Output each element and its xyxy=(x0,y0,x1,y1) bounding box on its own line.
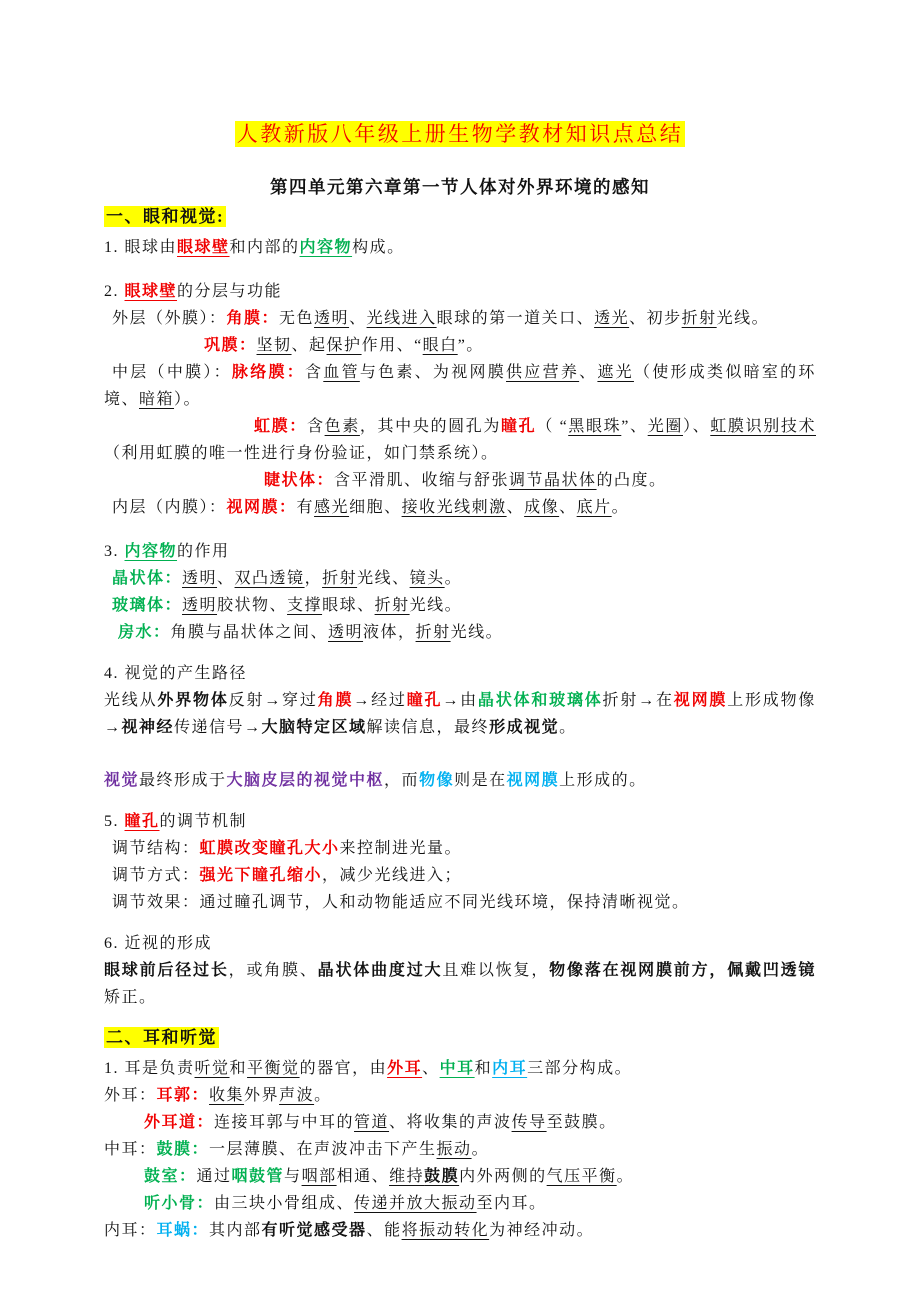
text-run: 调节晶状体 xyxy=(509,472,597,489)
text-run: 大脑特定区域 xyxy=(261,719,367,736)
red-keyword: 眼球壁 xyxy=(124,283,178,300)
text-run: 的作用 xyxy=(177,543,230,560)
text-run: 光线。 xyxy=(716,310,770,327)
line-vision-summary xyxy=(104,767,816,794)
text-run: 内层（内膜）： xyxy=(112,499,227,516)
text-run: 眼白 xyxy=(422,337,458,354)
text-run: 含平滑肌、收缩与舒张 xyxy=(334,472,510,489)
text-run: 平衡觉 xyxy=(247,1060,300,1077)
text-run: 、 xyxy=(559,499,577,516)
text-run: 透明 xyxy=(328,624,364,641)
text-run: 第四单元第六章第一节人体对外界环境的感知 xyxy=(270,177,650,197)
red-keyword: 角膜： xyxy=(226,310,280,327)
text-run: 的器官，由 xyxy=(299,1060,388,1077)
text-run: （利用虹膜的唯一性进行身份验证，如门禁系统）。 xyxy=(104,445,499,462)
doc-subtitle xyxy=(104,174,816,201)
text-run: 、起 xyxy=(291,337,327,354)
text-run: 最终形成于 xyxy=(139,772,227,789)
text-run: 暗箱 xyxy=(139,391,175,408)
red-keyword: 强光下瞳孔缩小 xyxy=(199,867,323,884)
text-run: 折射 xyxy=(681,310,717,327)
text-run: 收集 xyxy=(209,1087,245,1104)
line-auricle xyxy=(104,1082,816,1109)
text-run: 黑眼珠 xyxy=(568,418,622,435)
text-run: 物像落在视网膜前方，佩戴凹透镜 xyxy=(549,962,816,979)
text-run: 外界物体 xyxy=(157,692,229,709)
red-keyword: 视网膜： xyxy=(226,499,297,516)
line-myopia xyxy=(104,957,816,1011)
red-keyword: 外耳道： xyxy=(144,1114,215,1131)
cyan-keyword: 物像 xyxy=(419,772,455,789)
text-run: 的分层与功能 xyxy=(177,283,283,300)
red-keyword: 视网膜 xyxy=(673,692,728,709)
text-run: 。 xyxy=(444,570,463,587)
text-run: 维持 xyxy=(389,1168,425,1185)
text-run: 无色 xyxy=(279,310,315,327)
text-run: 视神经 xyxy=(121,719,175,736)
text-run: 支撑 xyxy=(287,597,323,614)
red-keyword: 外耳 xyxy=(387,1060,423,1077)
text-run: 镜头 xyxy=(409,570,445,587)
text-run: 光圈 xyxy=(647,418,683,435)
text-run: 液体， xyxy=(363,624,416,641)
text-run: 为神经冲动。 xyxy=(489,1222,595,1239)
text-run: 其内部 xyxy=(209,1222,262,1239)
text-run: 。 xyxy=(611,499,630,516)
text-run: 光线进入 xyxy=(366,310,437,327)
green-keyword: 晶状体： xyxy=(112,570,183,587)
green-keyword: 玻璃体： xyxy=(112,597,183,614)
line-sclera xyxy=(104,332,816,359)
text-run: 胶状物、 xyxy=(217,597,288,614)
line-middle-layer xyxy=(104,359,816,413)
text-run: 含 xyxy=(306,418,325,435)
section-2-heading xyxy=(104,1026,816,1050)
text-run: 形成视觉 xyxy=(489,719,560,736)
text-run: 折射 xyxy=(322,570,358,587)
text-run: 遮光 xyxy=(597,364,634,381)
text-run: 与色素、为视网膜 xyxy=(359,364,507,381)
green-keyword: 听小骨： xyxy=(144,1195,215,1212)
line-cochlea xyxy=(104,1217,816,1244)
text-run: 光线从 xyxy=(104,692,158,709)
text-run: 解读信息，最终 xyxy=(366,719,490,736)
text-run: 坚韧 xyxy=(256,337,292,354)
line-ciliary-body xyxy=(104,467,816,494)
text-run: 成像 xyxy=(524,499,560,516)
text-run: 、 xyxy=(422,1060,440,1077)
text-run: 透明 xyxy=(182,597,218,614)
text-run: 调节效果：通过瞳孔调节，人和动物能适应不同光线环境，保持清晰视觉。 xyxy=(112,894,690,911)
green-keyword: 内容物 xyxy=(124,543,178,560)
text-run: ）、 xyxy=(682,418,711,435)
text-run: 光线、 xyxy=(357,570,410,587)
text-run: 折射 xyxy=(415,624,451,641)
line-vision-pathway xyxy=(104,687,816,741)
text-run: 、 xyxy=(579,364,598,381)
item-2-1 xyxy=(104,1055,816,1082)
text-run: 传递并放大振动 xyxy=(354,1195,477,1212)
text-run: 保护 xyxy=(326,337,362,354)
text-run: 眼球的第一道关口、 xyxy=(436,310,595,327)
text-run: 底片 xyxy=(576,499,612,516)
line-ear-canal xyxy=(104,1109,816,1136)
text-run: 光线。 xyxy=(409,597,463,614)
line-aqueous-humor xyxy=(104,619,816,646)
green-keyword: 房水： xyxy=(118,624,171,641)
red-keyword: 瞳孔 xyxy=(501,418,537,435)
text-run: （使形成类似暗室的环境、 xyxy=(104,364,816,408)
text-run: 晶状体曲度过大 xyxy=(317,962,443,979)
text-run: 6. 近视的形成 xyxy=(104,935,213,952)
text-run: 透明 xyxy=(182,570,218,587)
red-keyword: 角膜 xyxy=(317,692,354,709)
text-run: 相通、 xyxy=(336,1168,390,1185)
text-run: 声波 xyxy=(279,1087,315,1104)
red-keyword: 瞳孔 xyxy=(124,813,160,830)
red-keyword: 脉络膜： xyxy=(231,364,306,381)
text-run: 和 xyxy=(474,1060,493,1077)
text-run: 、 xyxy=(506,499,525,516)
line-pupil-structure xyxy=(104,835,816,862)
text-run: 的凸度。 xyxy=(596,472,667,489)
text-run: ”、 xyxy=(621,418,648,435)
text-run: ”。 xyxy=(457,337,484,354)
text-run: 1. 眼球由 xyxy=(104,239,178,256)
text-run: 调节方式： xyxy=(112,867,200,884)
text-run: 2. xyxy=(104,283,125,300)
text-run: 、能 xyxy=(366,1222,402,1239)
red-keyword: 巩膜： xyxy=(204,337,257,354)
text-run: 通过 xyxy=(196,1168,232,1185)
text-run: 眼球前后径过长 xyxy=(104,962,229,979)
text-run: 和 xyxy=(229,1060,248,1077)
text-run: 中耳： xyxy=(104,1141,157,1158)
text-run: 振动 xyxy=(436,1141,472,1158)
line-inner-layer xyxy=(104,494,816,521)
section-1-heading xyxy=(104,205,816,229)
green-keyword: 咽鼓管 xyxy=(231,1168,285,1185)
text-run: 构成。 xyxy=(352,239,405,256)
text-run: 内耳： xyxy=(104,1222,157,1239)
text-run: 中层（中膜）： xyxy=(112,364,232,381)
text-run: 接收光线刺激 xyxy=(401,499,507,516)
text-run: 、将收集的声波 xyxy=(389,1114,512,1131)
text-run: 、 xyxy=(349,310,367,327)
text-run: 作用、“ xyxy=(361,337,423,354)
highlighted-text: 人教新版八年级上册生物学教材知识点总结 xyxy=(236,122,684,146)
text-run: 。 xyxy=(559,719,577,736)
text-run: 上形成物像→ xyxy=(104,692,816,736)
text-run: 5. xyxy=(104,813,125,830)
item-1-1 xyxy=(104,234,816,261)
green-keyword: 晶状体和玻璃体 xyxy=(477,692,603,709)
text-run: 、 xyxy=(217,570,235,587)
text-run: 有听觉感受器 xyxy=(261,1222,367,1239)
text-run: 调节结构： xyxy=(112,840,200,857)
red-keyword: 眼球壁 xyxy=(177,239,230,256)
item-1-6 xyxy=(104,930,816,957)
text-run: 。 xyxy=(616,1168,635,1185)
purple-keyword: 视觉 xyxy=(104,772,140,789)
item-1-2 xyxy=(104,278,816,305)
text-run: ，而 xyxy=(384,772,420,789)
text-run: 内外两侧的 xyxy=(459,1168,547,1185)
text-run: 透明 xyxy=(314,310,350,327)
red-keyword: 睫状体： xyxy=(264,472,335,489)
text-run: 虹膜识别技术 xyxy=(710,418,816,435)
text-run: 、初步 xyxy=(629,310,682,327)
text-run: 至鼓膜。 xyxy=(546,1114,617,1131)
text-run: 折射 xyxy=(374,597,410,614)
red-keyword: 瞳孔 xyxy=(406,692,443,709)
text-run: 咽部 xyxy=(301,1168,337,1185)
cyan-keyword: 视网膜 xyxy=(506,772,560,789)
text-run: 和内部的 xyxy=(229,239,300,256)
red-keyword: 虹膜改变瞳孔大小 xyxy=(199,840,340,857)
text-run: 传递信号→ xyxy=(174,719,262,736)
green-keyword: 鼓室： xyxy=(144,1168,197,1185)
cyan-keyword: 耳蜗： xyxy=(156,1222,210,1239)
line-eardrum xyxy=(104,1136,816,1163)
text-run: ）。 xyxy=(174,391,202,408)
text-run: 外界 xyxy=(244,1087,280,1104)
text-run: 。 xyxy=(314,1087,332,1104)
text-run: 与 xyxy=(284,1168,302,1185)
line-iris xyxy=(104,413,816,467)
text-run: 外层（外膜）： xyxy=(112,310,227,327)
text-run: 管道 xyxy=(354,1114,390,1131)
purple-keyword: 大脑皮层的视觉中枢 xyxy=(226,772,385,789)
text-run: 含 xyxy=(305,364,324,381)
text-run: 来控制进光量。 xyxy=(339,840,463,857)
text-run: 将振动转化 xyxy=(401,1222,490,1239)
text-run: 。 xyxy=(471,1141,490,1158)
text-run: 矫正。 xyxy=(104,989,157,1006)
text-run: 有 xyxy=(296,499,315,516)
green-keyword: 中耳 xyxy=(439,1060,475,1077)
text-run: 传导 xyxy=(511,1114,547,1131)
text-run: 感光 xyxy=(314,499,350,516)
text-run: 三部分构成。 xyxy=(527,1060,633,1077)
text-run: 鼓膜 xyxy=(424,1168,460,1185)
item-1-3 xyxy=(104,538,816,565)
text-run: ， xyxy=(304,570,323,587)
text-run: 听觉 xyxy=(194,1060,230,1077)
text-run: 至内耳。 xyxy=(476,1195,547,1212)
text-run: 双凸透镜 xyxy=(234,570,305,587)
text-run: 气压平衡 xyxy=(546,1168,617,1185)
text-run: 血管 xyxy=(323,364,360,381)
text-run: 3. xyxy=(104,543,125,560)
text-run: 一层薄膜、在声波冲击下产生 xyxy=(209,1141,437,1158)
text-run: ，减少光线进入； xyxy=(322,867,463,884)
line-lens xyxy=(104,565,816,592)
green-keyword: 鼓膜： xyxy=(156,1141,210,1158)
text-run: 则是在 xyxy=(454,772,507,789)
text-run: 的调节机制 xyxy=(159,813,248,830)
text-run: 供应营养 xyxy=(506,364,580,381)
line-tympanic-cavity xyxy=(104,1163,816,1190)
text-run: （ “ xyxy=(536,418,569,435)
text-run: 眼球、 xyxy=(322,597,375,614)
text-run: 折射→在 xyxy=(602,692,674,709)
text-run: →经过 xyxy=(353,692,407,709)
highlighted-text: 二、耳和听觉 xyxy=(106,1028,217,1047)
doc-title xyxy=(104,118,816,150)
text-run: 反射→穿过 xyxy=(228,692,318,709)
text-run: 由三块小骨组成、 xyxy=(214,1195,355,1212)
item-1-5 xyxy=(104,808,816,835)
text-run: 光线。 xyxy=(450,624,504,641)
text-run: 色素 xyxy=(324,418,360,435)
red-keyword: 虹膜： xyxy=(254,418,307,435)
red-keyword: 耳郭： xyxy=(156,1087,210,1104)
text-run: 连接耳郭与中耳的 xyxy=(214,1114,355,1131)
text-run: →由 xyxy=(442,692,478,709)
highlighted-text: 一、眼和视觉: xyxy=(106,207,225,226)
line-outer-layer xyxy=(104,305,816,332)
line-pupil-effect xyxy=(104,889,816,916)
text-run: 4. 视觉的产生路径 xyxy=(104,665,248,682)
text-run: ，其中央的圆孔为 xyxy=(359,418,502,435)
line-pupil-mode xyxy=(104,862,816,889)
item-1-4 xyxy=(104,660,816,687)
text-run: 细胞、 xyxy=(349,499,402,516)
text-run: 角膜与晶状体之间、 xyxy=(170,624,329,641)
cyan-keyword: 内耳 xyxy=(492,1060,528,1077)
text-run: ，或角膜、 xyxy=(228,962,318,979)
line-vitreous xyxy=(104,592,816,619)
text-run: 且难以恢复， xyxy=(442,962,550,979)
text-run: 透光 xyxy=(594,310,630,327)
green-keyword: 内容物 xyxy=(299,239,353,256)
line-ossicles xyxy=(104,1190,816,1217)
text-run: 1. 耳是负责 xyxy=(104,1060,195,1077)
text-run: 上形成的。 xyxy=(559,772,647,789)
text-run: 外耳： xyxy=(104,1087,157,1104)
